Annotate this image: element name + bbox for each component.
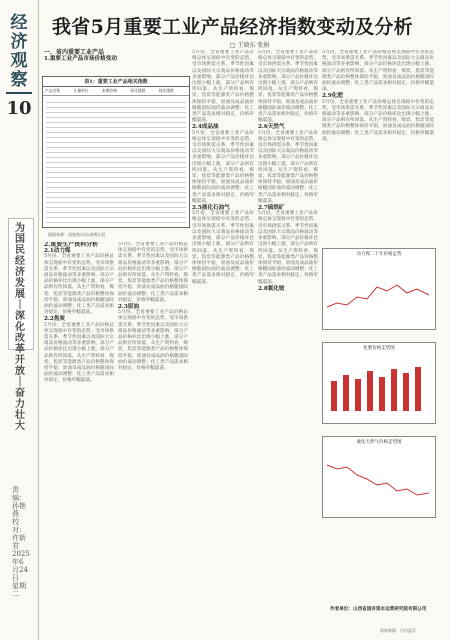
subsection-heading: 2.1动力煤 [44, 248, 71, 255]
column-4 [258, 50, 318, 630]
column-3 [192, 50, 254, 630]
chart-bar [343, 375, 349, 411]
section-brand: 经济观察 [10, 13, 28, 90]
subsection-heading: 2.8氯化铵 [258, 285, 285, 292]
body-text: 5月份，全省重要工业产品价格总体呈现稳中有变的态势。受市场供需关系、季节性因素以及国际大宗商品价格波动等多重影响，部分产品价格环比出现小幅上涨，部分产品则有所回落。从生产资料看，煤炭、焦炭等能源类产品价格整体保持平稳，原油及成品油价格随国际油价波动调整；化工类产品需求相对稳定，价格窄幅震荡。 [192, 50, 254, 124]
chart-plot [323, 257, 433, 323]
body-text: 5月份，全省重要工业产品价格总体呈现稳中有变的态势。受市场供需关系、季节性因素以及国际大宗商品价格波动等多重影响，部分产品价格环比出现小幅上涨，部分产品则有所回落。从生产资料看，煤炭、焦炭等能源类产品价格整体保持平稳，原油及成品油价格随国际油价波动调整；化工类产品需求相对稳定，价格窄幅震荡。 [44, 254, 114, 316]
body-text: 5月份，全省重要工业产品价格总体呈现稳中有变的态势。受市场供需关系、季节性因素以及国际大宗商品价格波动等多重影响，部分产品价格环比出现小幅上涨，部分产品则有所回落。从生产资料看，煤炭、焦炭等能源类产品价格整体保持平稳，原油及成品油价格随国际油价波动调整；化工类产品需求相对稳定，价格窄幅震荡。 [258, 211, 318, 285]
page-sidebar [0, 0, 39, 640]
author-note: 作者单位：山西省国有资本运营研究院有限公司 [330, 607, 427, 612]
chart-fertilizer [322, 342, 436, 424]
body-text: 5月份，全省重要工业产品价格总体呈现稳中有变的态势。受市场供需关系、季节性因素以及国际大宗商品价格波动等多重影响，部分产品价格环比出现小幅上涨，部分产品则有所回落。从生产资料看，煤炭、焦炭等能源类产品价格整体保持平稳，原油及成品油价格随国际油价波动调整；化工类产品需求相对稳定，价格窄幅震荡。 [322, 99, 434, 142]
body-text: 5月份，全省重要工业产品价格总体呈现稳中有变的态势。受市场供需关系、季节性因素以及国际大宗商品价格波动等多重影响，部分产品价格环比出现小幅上涨，部分产品则有所回落。从生产资料看，煤炭、焦炭等能源类产品价格整体保持平稳，原油及成品油价格随国际油价波动调整；化工类产品需求相对稳定，价格窄幅震荡。 [192, 130, 254, 204]
column-2-lower [118, 242, 188, 632]
page-number: 10 [6, 98, 32, 119]
body-text: 5月份，全省重要工业产品价格总体呈现稳中有变的态势。受市场供需关系、季节性因素以及国际大宗商品价格波动等多重影响，部分产品价格环比出现小幅上涨，部分产品则有所回落。从生产资料看，煤炭、焦炭等能源类产品价格整体保持平稳，原油及成品油价格随国际油价波动调整；化工类产品需求相对稳定，价格窄幅震荡。 [118, 242, 188, 303]
body-text: 5月份，全省重要工业产品价格总体呈现稳中有变的态势。受市场供需关系、季节性因素以及国际大宗商品价格波动等多重影响，部分产品价格环比出现小幅上涨，部分产品则有所回落。从生产资料看，煤炭、焦炭等能源类产品价格整体保持平稳，原油及成品油价格随国际油价波动调整；化工类产品需求相对稳定，价格窄幅震荡。 [258, 50, 318, 124]
body-text: 5月份，全省重要工业产品价格总体呈现稳中有变的态势。受市场供需关系、季节性因素以及国际大宗商品价格波动等多重影响，部分产品价格环比出现小幅上涨，部分产品则有所回落。从生产资料看，煤炭、焦炭等能源类产品价格整体保持平稳，原油及成品油价格随国际油价波动调整；化工类产品需求相对稳定，价格窄幅震荡。 [322, 50, 434, 93]
chart-lng [322, 436, 436, 518]
table-header [43, 87, 189, 96]
chart-title: 化肥价格走势图 [363, 346, 395, 351]
chart-bar [391, 369, 397, 411]
chart-title: 动力煤二十年价格走势 [356, 252, 402, 257]
subsection-heading: 2.2焦炭 [44, 316, 65, 323]
table-col-header: 同比涨跌 [158, 88, 174, 93]
article-byline: □ 王晓东 张娟 [230, 42, 270, 49]
section-heading: 2.重要生产资料分析 [44, 242, 99, 248]
page-footer: 责编：孙艳燕 校对：许新君 2025年6月24日 星期二 [12, 486, 30, 598]
chart-bar [379, 377, 385, 411]
chart-coal [322, 248, 436, 330]
subsection-heading: 2.9化肥 [322, 93, 343, 100]
slogan-box [8, 218, 34, 432]
body-text: 5月份，全省重要工业产品价格总体呈现稳中有变的态势。受市场供需关系、季节性因素以及国际大宗商品价格波动等多重影响，部分产品价格环比出现小幅上涨，部分产品则有所回落。从生产资料看，煤炭、焦炭等能源类产品价格整体保持平稳，原油及成品油价格随国际油价波动调整；化工类产品需求相对稳定，价格窄幅震荡。 [44, 322, 114, 384]
slogan-text: 为国民经济发展｜深化改革开放｜奋力壮大 [15, 223, 25, 432]
subsection-heading: 1.重要工业产品市场价格变动 [44, 56, 117, 63]
table-title: 表1：重要工业产品相关指数 [43, 77, 189, 87]
chart-line [327, 465, 429, 495]
column-1-lower [44, 242, 114, 632]
chart-plot [323, 445, 433, 511]
chart-bar [367, 371, 373, 411]
chart-plot [323, 351, 433, 417]
table-col-header: 环比涨跌 [130, 88, 146, 93]
brand-divider [6, 92, 32, 94]
price-table [42, 76, 190, 228]
column-1 [44, 50, 188, 62]
body-text: 5月份，全省重要工业产品价格总体呈现稳中有变的态势。受市场供需关系、季节性因素以及国际大宗商品价格波动等多重影响，部分产品价格环比出现小幅上涨，部分产品则有所回落。从生产资料看，煤炭、焦炭等能源类产品价格整体保持平稳，原油及成品油价格随国际油价波动调整；化工类产品需求相对稳定，价格窄幅震荡。 [118, 310, 188, 372]
article-title: 我省5月重要工业产品经济指数变动及分析 [52, 16, 413, 38]
chart-line [327, 285, 429, 307]
chart-bar [355, 379, 361, 411]
chart-title: 液化天然气价格走势图 [356, 440, 402, 445]
chart-bar [415, 367, 421, 411]
body-text: 5月份，全省重要工业产品价格总体呈现稳中有变的态势。受市场供需关系、季节性因素以及国际大宗商品价格波动等多重影响，部分产品价格环比出现小幅上涨，部分产品则有所回落。从生产资料看，煤炭、焦炭等能源类产品价格整体保持平稳，原油及成品油价格随国际油价波动调整；化工类产品需求相对稳定，价格窄幅震荡。 [258, 130, 318, 204]
subsection-heading: 2.3原油 [118, 304, 139, 311]
subsection-heading: 2.4成品油 [192, 124, 219, 131]
table-source: 数据来源：国家统计局/省统计局 [48, 232, 106, 237]
body-text: 5月份，全省重要工业产品价格总体呈现稳中有变的态势。受市场供需关系、季节性因素以及国际大宗商品价格波动等多重影响，部分产品价格环比出现小幅上涨，部分产品则有所回落。从生产资料看，煤炭、焦炭等能源类产品价格整体保持平稳，原油及成品油价格随国际油价波动调整；化工类产品需求相对稳定，价格窄幅震荡。 [192, 211, 254, 285]
section-heading: 一、省内重要工业产品 [44, 49, 105, 56]
subsection-heading: 2.6天然气 [258, 124, 285, 131]
subsection-heading: 2.7硫铁矿 [258, 205, 285, 212]
table-col-header: 本期价格 [101, 88, 117, 93]
image-credit: 资料来源：百川盈孚 [380, 628, 416, 633]
chart-bar [403, 373, 409, 411]
subsection-heading: 2.5液化石油气 [192, 205, 230, 212]
column-5 [322, 50, 434, 228]
chart-bar [331, 381, 337, 411]
table-body [46, 99, 186, 223]
table-col-header: 计量单位 [73, 88, 89, 93]
table-col-header: 产品名称 [45, 88, 61, 93]
